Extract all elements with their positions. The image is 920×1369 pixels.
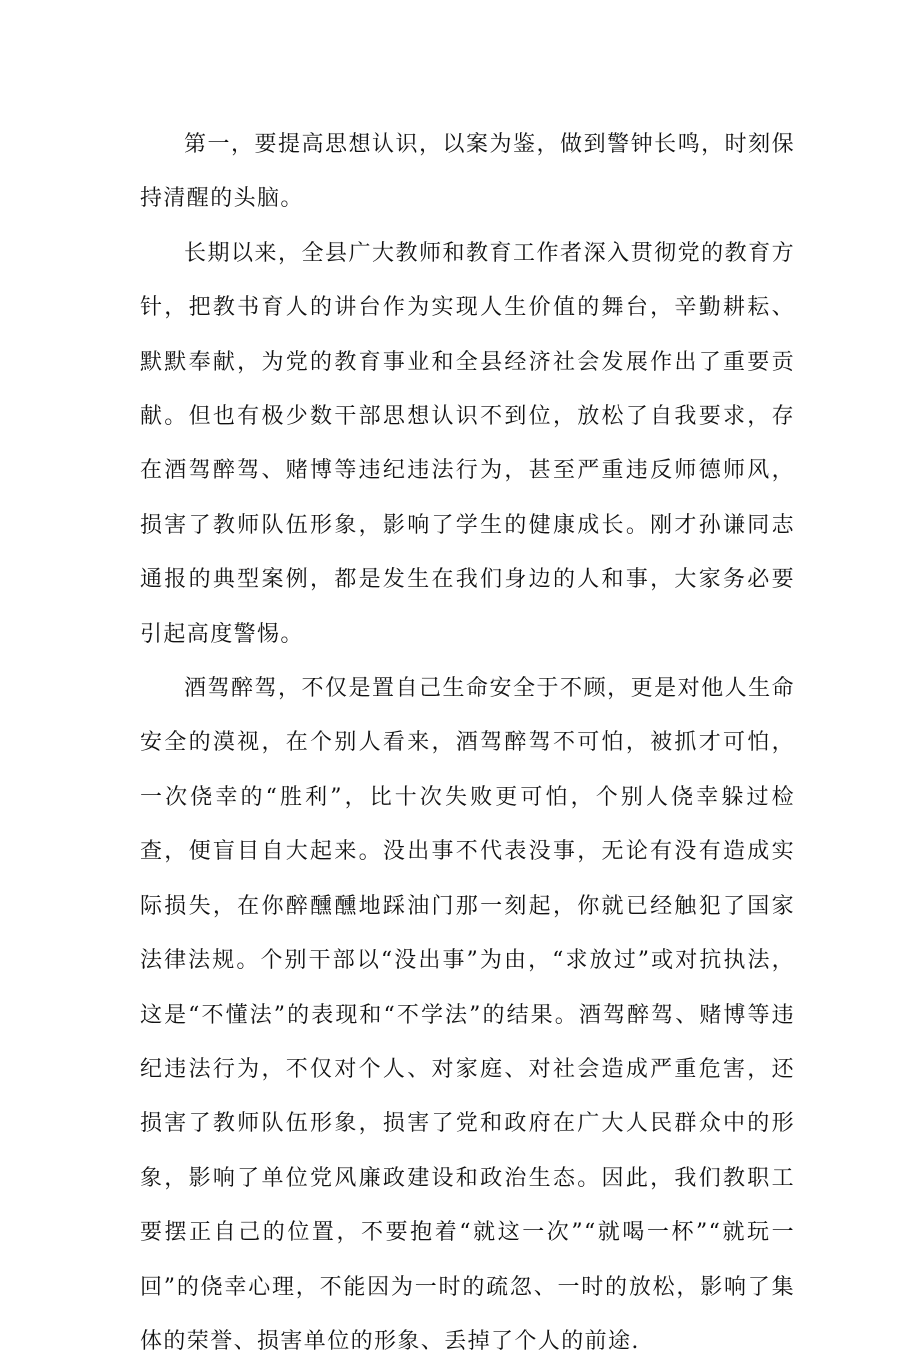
document-body	[140, 118, 795, 1369]
paragraph-drunk-driving: 酒驾醉驾，不仅是置自己生命安全于不顾，更是对他人生命安全的漠视，在个别人看来，酒驾醉驾不可怕，被抓才可怕，一次侥幸的“胜利”，比十次失败更可怕，个别人侥幸躲过检查，便盲目自大起来。没出事不代表没事，无论有没有造成实际损失，在你醉醺醺地踩油门那一刻起，你就已经触犯了国家法律法规。个别干部以“没出事”为由，“求放过”或对抗执法，这是“不懂法”的表现和“不学法”的结果。酒驾醉驾、赌博等违纪违法行为，不仅对个人、对家庭、对社会造成严重危害，还损害了教师队伍形象，损害了党和政府在广大人民群众中的形象，影响了单位党风廉政建设和政治生态。因此，我们教职工要摆正自己的位置，不要抱着“就这一次”“就喝一杯”“就玩一回”的侥幸心理，不能因为一时的疏忽、一时的放松，影响了集体的荣誉、损害单位的形象、丢掉了个人的前途.	[140, 676, 795, 1354]
paragraph-education-contribution: 长期以来，全县广大教师和教育工作者深入贯彻党的教育方针，把教书育人的讲台作为实现人生价值的舞台，辛勤耕耘、默默奉献，为党的教育事业和全县经济社会发展作出了重要贡献。但也有极少数干部思想认识不到位，放松了自我要求，存在酒驾醉驾、赌博等违纪违法行为，甚至严重违反师德师风，损害了教师队伍形象，影响了学生的健康成长。刚才孙谦同志通报的典型案例，都是发生在我们身边的人和事，大家务必要引起高度警惕。	[140, 240, 795, 647]
paragraph-point-one: 第一，要提高思想认识，以案为鉴，做到警钟长鸣，时刻保持清醒的头脑。	[140, 132, 795, 212]
